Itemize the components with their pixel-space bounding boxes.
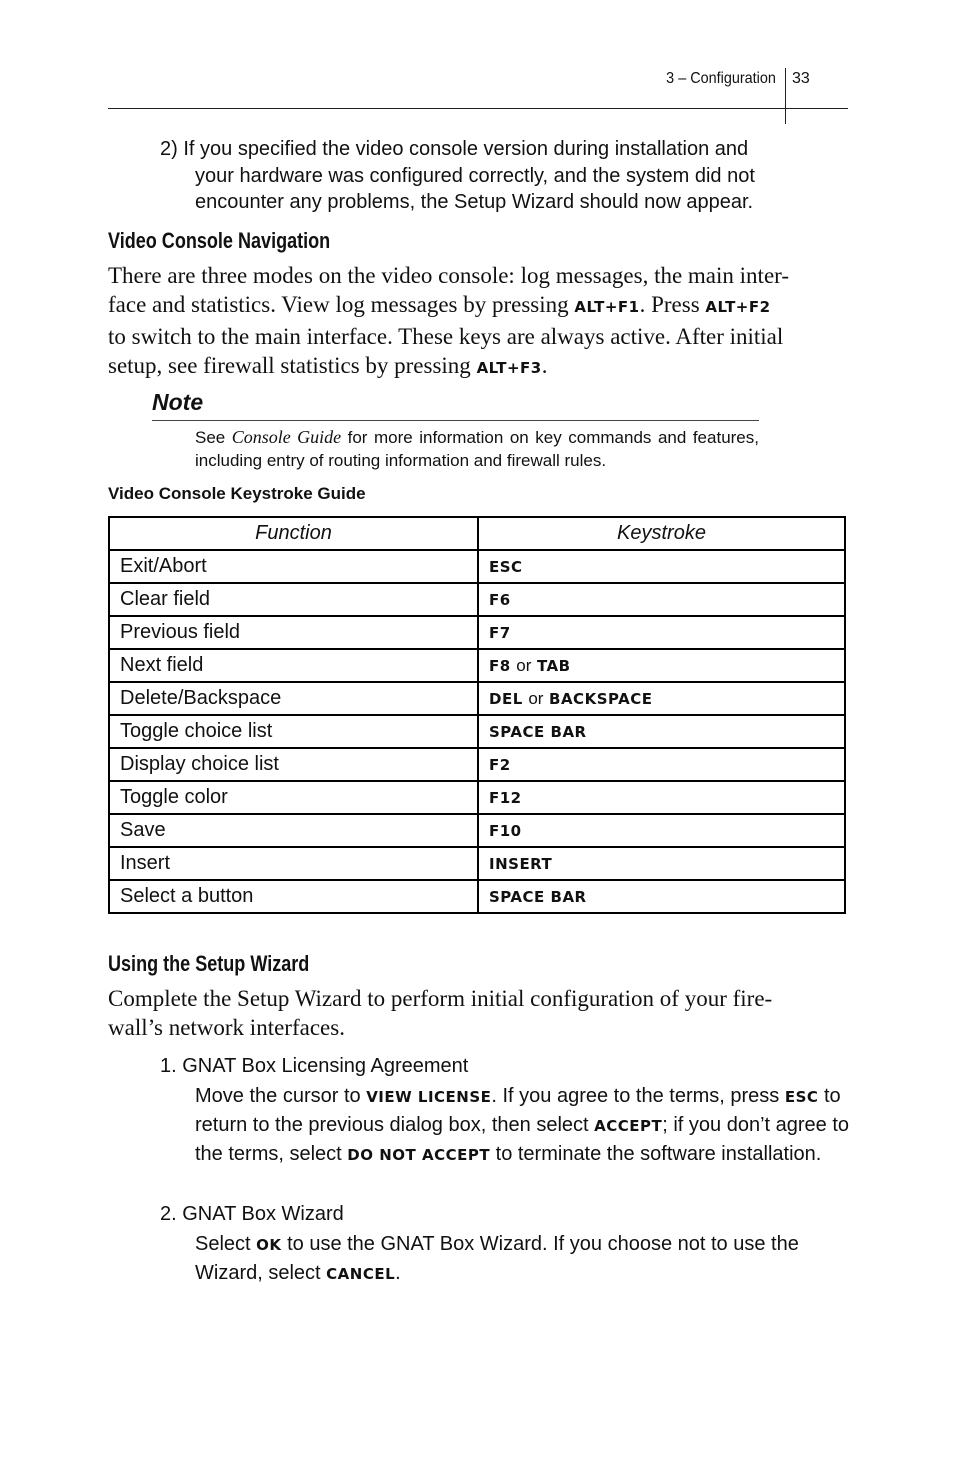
text: Move the cursor to <box>195 1085 367 1107</box>
keystroke-cell <box>478 583 845 616</box>
text: Complete the Setup Wizard to perform initial configuration of your fire- <box>108 986 773 1011</box>
function-cell: Toggle choice list <box>109 715 478 748</box>
key-esc: ESC <box>784 1088 819 1106</box>
section-heading-navigation: Video Console Navigation <box>108 228 331 253</box>
text: to switch to the main interface. These keys are always active. After initial <box>108 324 784 349</box>
table-row <box>109 781 845 814</box>
table-row <box>109 682 845 715</box>
keystroke-cell <box>478 616 845 649</box>
table-row <box>109 715 845 748</box>
column-header-keystroke: Keystroke <box>478 517 845 550</box>
key-do-not-accept: DO NOT ACCEPT <box>347 1146 491 1164</box>
text: . <box>395 1262 401 1284</box>
console-guide-reference: Console Guide <box>231 427 342 447</box>
wizard-paragraph <box>108 984 838 1042</box>
key: F6 <box>489 591 511 609</box>
function-cell: Previous field <box>109 616 478 649</box>
keystroke-cell <box>478 880 845 913</box>
list-item-wizard <box>160 1200 850 1288</box>
keystroke-cell <box>478 781 845 814</box>
list-item-title: 1. GNAT Box Licensing Agreement <box>160 1055 469 1077</box>
keystroke-cell <box>478 649 845 682</box>
text: There are three modes on the video console: log messages, the main inter- <box>108 263 790 288</box>
key-alt-f1: ALT+F1 <box>574 298 640 316</box>
table-row <box>109 550 845 583</box>
key: F12 <box>489 789 522 807</box>
keystroke-cell <box>478 748 845 781</box>
running-header-chapter: 3 – Configuration <box>666 70 776 87</box>
text: to use the GNAT Box Wizard. If you choose not to use the Wizard, select <box>195 1233 799 1284</box>
text: wall’s network interfaces. <box>108 1015 345 1040</box>
table-row <box>109 748 845 781</box>
intro-step-line: your hardware was configured correctly, and the system did not <box>195 164 755 187</box>
text: See <box>195 428 232 447</box>
note-title: Note <box>152 389 204 415</box>
keystroke-cell <box>478 814 845 847</box>
key: SPACE BAR <box>489 888 587 906</box>
text: . Press <box>639 292 706 317</box>
keystroke-cell <box>478 550 845 583</box>
conjunction: or <box>528 689 544 708</box>
function-cell: Save <box>109 814 478 847</box>
text: face and statistics. View log messages by pressing <box>108 292 575 317</box>
navigation-paragraph <box>108 261 838 383</box>
note-text <box>195 426 759 472</box>
keystroke-cell <box>478 847 845 880</box>
intro-step-line: encounter any problems, the Setup Wizard should now appear. <box>195 191 754 213</box>
key: SPACE BAR <box>489 723 587 741</box>
note-rule <box>152 420 759 421</box>
function-cell: Toggle color <box>109 781 478 814</box>
intro-step <box>160 136 850 216</box>
key-alt-f2: ALT+F2 <box>705 298 771 316</box>
page-number: 33 <box>792 70 810 87</box>
text: . If you agree to the terms, press <box>491 1085 785 1107</box>
function-cell: Select a button <box>109 880 478 913</box>
text: for more information on key commands and features, including entry of routing information and firewall rules. <box>195 428 759 470</box>
key: BACKSPACE <box>549 690 653 708</box>
key-cancel: CANCEL <box>326 1265 396 1283</box>
table-row <box>109 847 845 880</box>
keystroke-cell <box>478 715 845 748</box>
list-item-title: 2. GNAT Box Wizard <box>160 1203 344 1225</box>
list-item-licensing <box>160 1052 850 1169</box>
key: DEL <box>489 690 523 708</box>
key-ok: OK <box>256 1236 282 1254</box>
function-cell: Clear field <box>109 583 478 616</box>
list-item-description <box>160 1082 850 1169</box>
text: setup, see firewall statistics by pressing <box>108 353 477 378</box>
function-cell: Delete/Backspace <box>109 682 478 715</box>
table-header-row <box>109 517 845 550</box>
key: TAB <box>536 657 571 675</box>
key: ESC <box>489 558 523 576</box>
table-caption: Video Console Keystroke Guide <box>108 484 366 503</box>
intro-step-line: 2) If you specified the video console version during installation and <box>160 138 749 160</box>
key: F10 <box>489 822 522 840</box>
conjunction: or <box>516 656 532 675</box>
table-row <box>109 814 845 847</box>
header-divider <box>785 68 786 124</box>
list-item-description <box>160 1230 850 1288</box>
header-rule <box>108 108 848 109</box>
keystroke-table <box>108 516 846 914</box>
key: F7 <box>489 624 511 642</box>
function-cell: Insert <box>109 847 478 880</box>
table-row <box>109 616 845 649</box>
text: to terminate the software installation. <box>490 1143 822 1165</box>
key-accept: ACCEPT <box>594 1117 663 1135</box>
text: ; if you don’t agree to the terms, select <box>195 1114 850 1165</box>
function-cell: Exit/Abort <box>109 550 478 583</box>
keystroke-cell <box>478 682 845 715</box>
text: to return to the previous dialog box, then select <box>195 1085 841 1136</box>
table-row <box>109 583 845 616</box>
table-row <box>109 880 845 913</box>
key: F8 <box>489 657 511 675</box>
text: Select <box>195 1233 257 1255</box>
key: INSERT <box>489 855 553 873</box>
section-heading-wizard: Using the Setup Wizard <box>108 951 310 976</box>
function-cell: Display choice list <box>109 748 478 781</box>
function-cell: Next field <box>109 649 478 682</box>
column-header-function: Function <box>109 517 478 550</box>
table-row <box>109 649 845 682</box>
key: F2 <box>489 756 511 774</box>
key-view-license: VIEW LICENSE <box>366 1088 492 1106</box>
key-alt-f3: ALT+F3 <box>476 359 542 377</box>
text: . <box>541 353 548 378</box>
